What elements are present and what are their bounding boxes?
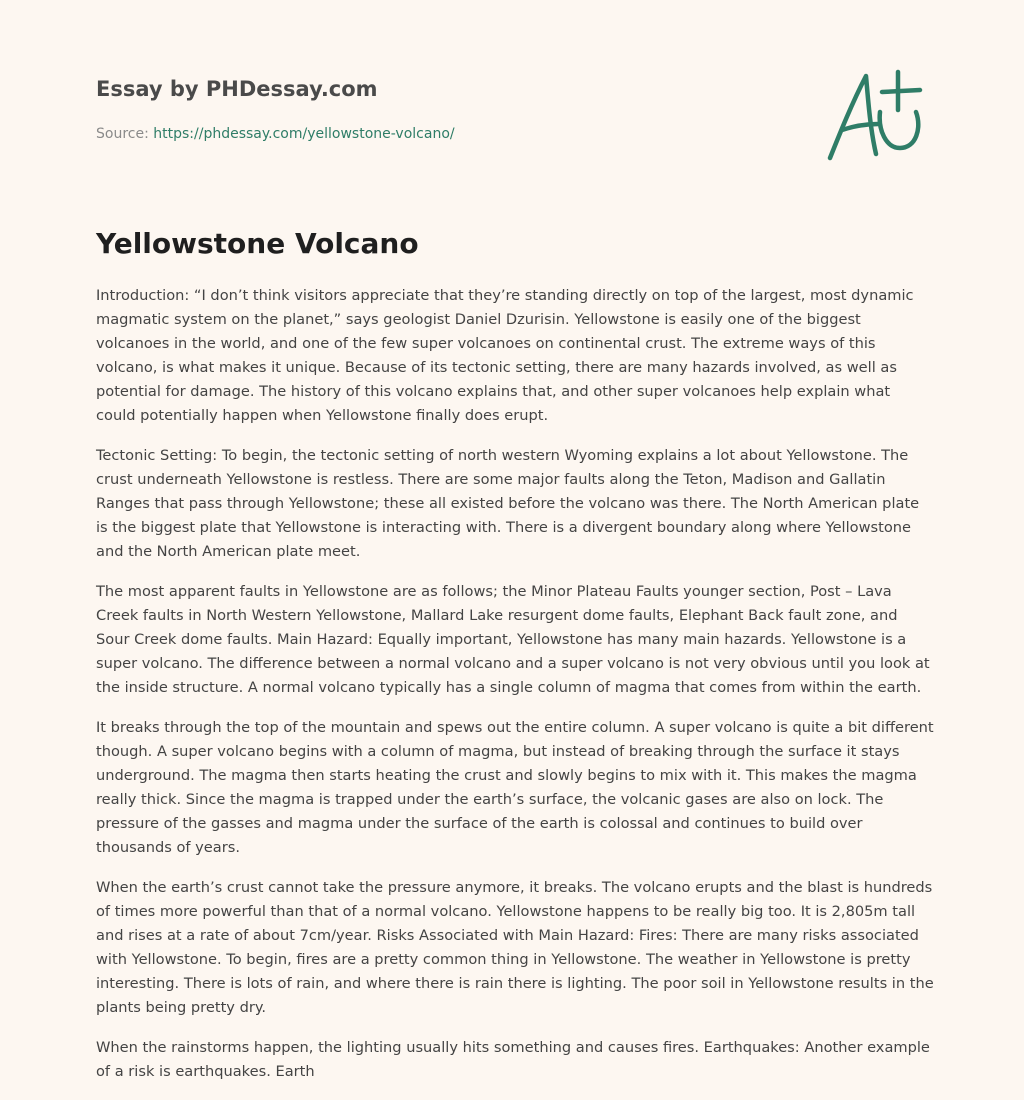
paragraph: The most apparent faults in Yellowstone are as follows; the Minor Plateau Faults younger section, Post – Lava Creek faults in North Western Yellowstone, Mallard Lake resurgent dome faults, Elephant Back fault zone, and Sour Creek dome faults. Main Hazard: Equally important, Yellowstone has many main hazards. Yellowstone is a super volcano. The difference between a normal volcano and a super volcano is not very obvious until you look at the inside structure. A normal volcano typically has a single column of magma that comes from within the earth. xyxy=(96,583,930,696)
paragraph: When the rainstorms happen, the lighting usually hits something and causes fires. Earthquakes: Another example of a risk is earthquakes. Earth xyxy=(96,1039,930,1080)
paragraph: Tectonic Setting: To begin, the tectonic setting of north western Wyoming explains a lot about Yellowstone. The crust underneath Yellowstone is restless. There are some major faults along the Teton, Madison and Gallatin Ranges that pass through Yellowstone; these all existed before the volcano was there. The North American plate is the biggest plate that Yellowstone is interacting with. There is a divergent boundary along where Yellowstone and the North American plate meet. xyxy=(96,447,920,560)
site-brand: Essay by PHDessay.com xyxy=(96,77,378,101)
article-title: Yellowstone Volcano xyxy=(96,227,419,260)
paragraph: Introduction: “I don’t think visitors appreciate that they’re standing directly on top of the largest, most dynamic magmatic system on the planet,” says geologist Daniel Dzurisin. Yellowstone is easily one of the biggest volcanoes in the world, and one of the few super volcanoes on continental crust. The extreme ways of this volcano, is what makes it unique. Because of its tectonic setting, there are many hazards involved, as well as potential for damage. The history of this volcano explains that, and other super volcanoes help explain what could potentially happen when Yellowstone finally does erupt. xyxy=(96,287,914,424)
paragraph: It breaks through the top of the mountain and spews out the entire column. A super volcano is quite a bit different though. A super volcano begins with a column of magma, but instead of breaking through the surface it stays underground. The magma then starts heating the crust and slowly begins to mix with it. This makes the magma really thick. Since the magma is trapped under the earth’s surface, the volcanic gases are also on lock. The pressure of the gasses and magma under the surface of the earth is colossal and continues to build over thousands of years. xyxy=(96,719,934,856)
source-link[interactable]: https://phdessay.com/yellowstone-volcano/ xyxy=(153,126,455,142)
a-plus-grade-icon xyxy=(820,68,930,164)
paragraph: When the earth’s crust cannot take the pressure anymore, it breaks. The volcano erupts and the blast is hundreds of times more powerful than that of a normal volcano. Yellowstone happens to be really big too. It is 2,805m tall and rises at a rate of about 7cm/year. Risks Associated with Main Hazard: Fires: There are many risks associated with Yellowstone. To begin, fires are a pretty common thing in Yellowstone. The weather in Yellowstone is pretty interesting. There is lots of rain, and where there is rain there is lighting. The poor soil in Yellowstone results in the plants being pretty dry. xyxy=(96,879,934,1016)
page-header xyxy=(96,74,796,144)
source-line xyxy=(96,124,796,144)
article-body xyxy=(96,284,934,1100)
source-label: Source: xyxy=(96,126,149,142)
